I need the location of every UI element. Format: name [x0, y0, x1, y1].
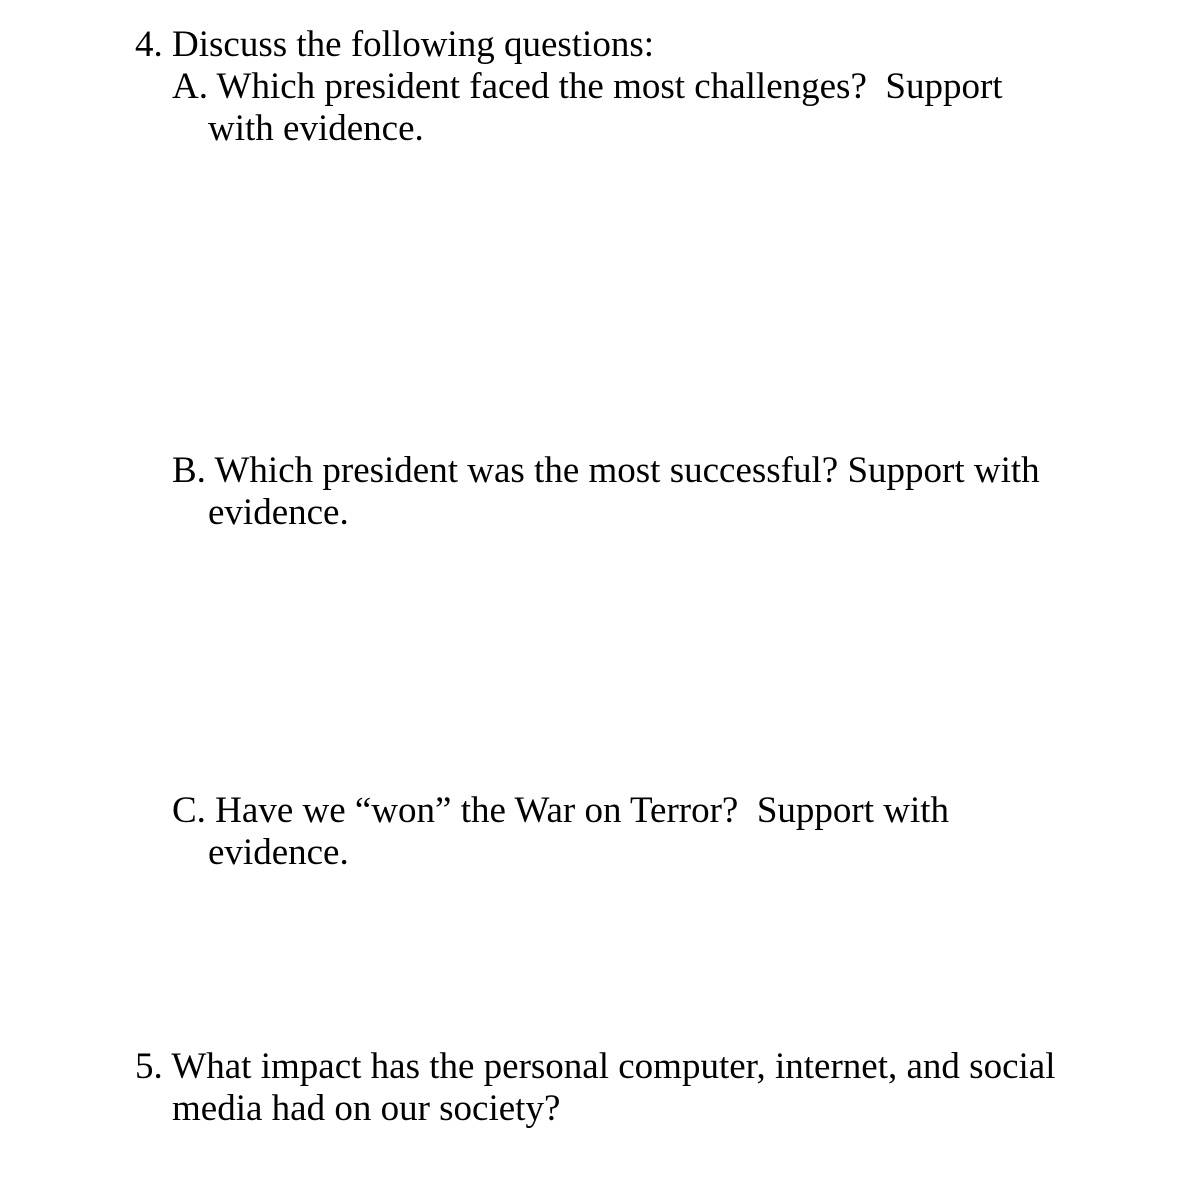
- question-4b-line-1: B. Which president was the most successful? Support with: [172, 450, 1040, 491]
- question-4c-line-1: C. Have we “won” the War on Terror? Support with: [172, 790, 950, 831]
- question-4a-line-1: A. Which president faced the most challenges? Support: [172, 66, 1003, 107]
- question-4b-line-2: evidence.: [208, 492, 349, 533]
- question-5-line-2: media had on our society?: [172, 1088, 561, 1129]
- question-4a-line-2: with evidence.: [208, 108, 424, 149]
- question-4c-line-2: evidence.: [208, 832, 349, 873]
- question-5-line-1: 5. What impact has the personal computer, internet, and social: [135, 1046, 1056, 1087]
- question-4-heading: 4. Discuss the following questions:: [135, 24, 655, 65]
